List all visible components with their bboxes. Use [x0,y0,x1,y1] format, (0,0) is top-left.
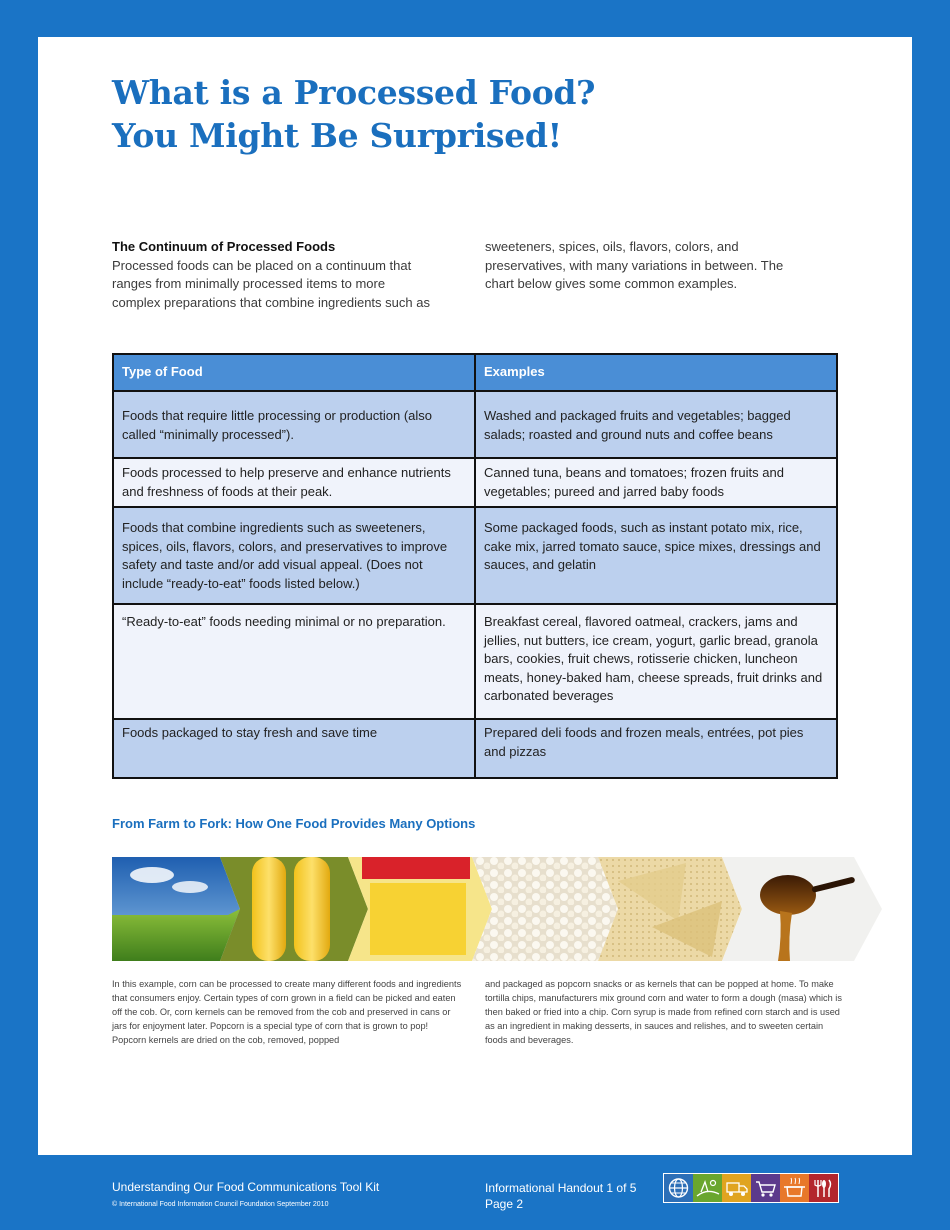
examples-cell: Canned tuna, beans and tomatoes; frozen fruits and vegetables; pureed and jarred baby foods [475,458,837,507]
header-examples: Examples [475,354,837,391]
cart-icon [751,1174,780,1202]
corn-field-photo [112,857,240,961]
intro-heading: The Continuum of Processed Foods [112,239,336,254]
type-cell: Foods that require little processing or production (also called “minimally processed”). [113,391,475,458]
intro-left-column [112,238,430,312]
farm-to-fork-text-left: In this example, corn can be processed to create many different foods and ingredients that consumers enjoy. Certain types of corn grown in a field can be picked and eaten off the cob. Or, corn kernels can be removed from the cob and preserved in cans or jars for enjoyment later. Popcorn is a special type of corn that is grown to pop! Popcorn kernels are dried on the cob, removed, popped [112,979,462,1045]
title-line-2: You Might Be Surprised! [112,116,562,155]
examples-cell: Breakfast cereal, flavored oatmeal, crackers, jams and jellies, nut butters, ice cream, yogurt, garlic bread, granola bars, cookies, fruit chews, rotisserie chicken, luncheon meats, honey-baked ham, cheese spreads, fruit drinks and carbonated beverages [475,604,837,719]
farm-to-fork-heading: From Farm to Fork: How One Food Provides Many Options [112,816,476,831]
processed-foods-table [112,353,838,779]
examples-cell: Some packaged foods, such as instant potato mix, rice, cake mix, jarred tomato sauce, spice mixes, dressings and sauces, and gelatin [475,507,837,604]
jarred-corn-photo [348,857,492,961]
page-title [112,71,595,157]
table-header-row [113,354,837,391]
utensils-icon [809,1174,838,1202]
table-row [113,391,837,458]
popcorn-photo [472,857,618,961]
type-cell: Foods packaged to stay fresh and save time [113,719,475,778]
footer-page-number: Page 2 [485,1197,524,1211]
footer-page-info [485,1180,636,1212]
farm-icon [693,1174,722,1202]
table-row [113,604,837,719]
intro-right-text: sweeteners, spices, oils, flavors, colors, and preservatives, with many variations in between. The chart below gives some common examples. [485,239,784,291]
table-row [113,507,837,604]
footer-icon-bar [663,1173,839,1203]
corn-syrup-photo [722,857,882,961]
table-row [113,458,837,507]
type-cell: “Ready-to-eat” foods needing minimal or no preparation. [113,604,475,719]
footer-toolkit-title: Understanding Our Food Communications Tool Kit [112,1180,380,1194]
cooking-pot-icon [780,1174,809,1202]
intro-left-text: Processed foods can be placed on a continuum that ranges from minimally processed items to more complex preparations that combine ingredients such as [112,257,430,310]
intro-right-column [485,238,815,294]
footer-left [112,1180,379,1211]
handout-page [38,37,912,1155]
corn-photo-strip [112,857,882,961]
footer-copyright: © International Food Information Council Foundation September 2010 [112,1201,329,1208]
header-type-of-food: Type of Food [113,354,475,391]
globe-icon [664,1174,693,1202]
examples-cell: Washed and packaged fruits and vegetables; bagged salads; roasted and ground nuts and coffee beans [475,391,837,458]
type-cell: Foods processed to help preserve and enhance nutrients and freshness of foods at their peak. [113,458,475,507]
farm-to-fork-text-right: and packaged as popcorn snacks or as kernels that can be popped at home. To make tortilla chips, manufacturers mix ground corn and water to form a dough (masa) which is then baked or fried into a chip. Corn syrup is made from refined corn starch and is used as an ingredient in making desserts, in sauces and relishes, and to sweeten certain foods and beverages. [485,979,842,1045]
title-line-1: What is a Processed Food? [112,73,596,112]
examples-cell: Prepared deli foods and frozen meals, entrées, pot pies and pizzas [475,719,837,778]
type-cell: Foods that combine ingredients such as sweeteners, spices, oils, flavors, colors, and preservatives to improve safety and taste and/or add visual appeal. (Does not include “ready-to-eat” foods listed below.) [113,507,475,604]
truck-icon [722,1174,751,1202]
footer-handout-label: Informational Handout 1 of 5 [485,1181,637,1195]
tortilla-chips-photo [598,857,742,961]
corn-cobs-photo [220,857,368,961]
table-row [113,719,837,778]
